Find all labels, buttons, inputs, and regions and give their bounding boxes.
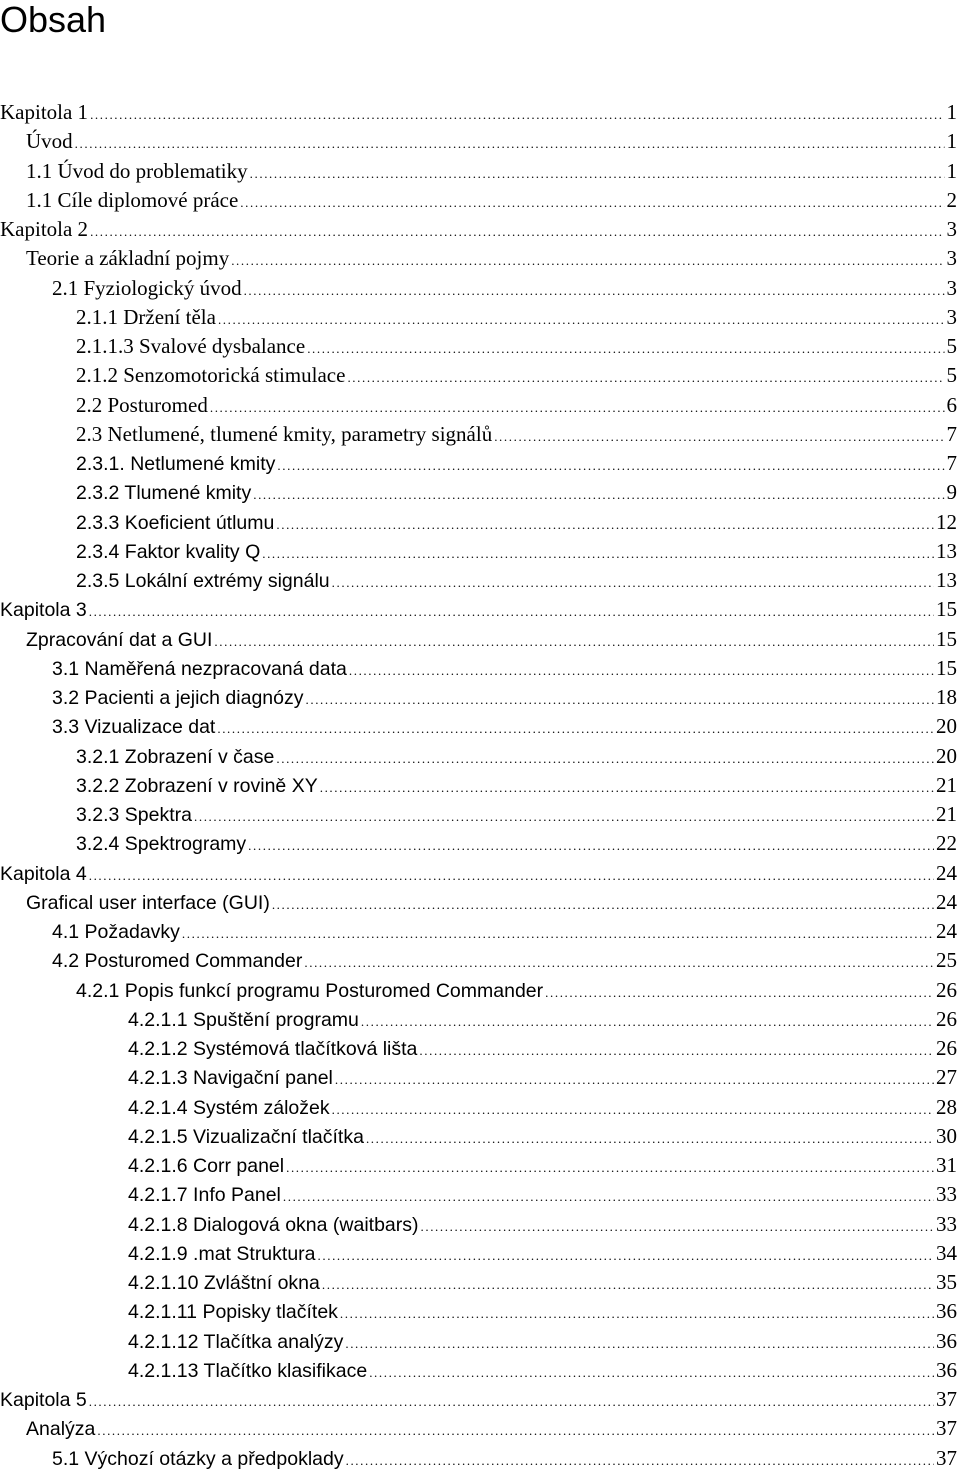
toc-entry[interactable] — [0, 1239, 960, 1268]
toc-entry-title: 4.2.1.10 Zvláštní okna — [128, 1269, 320, 1298]
toc-dot-leader — [419, 1036, 934, 1065]
toc-entry-title: 4.2.1.8 Dialogová okna (waitbars) — [128, 1211, 419, 1240]
toc-entry[interactable] — [0, 332, 960, 361]
toc-dot-leader — [283, 1182, 934, 1211]
toc-entry[interactable] — [0, 244, 960, 273]
toc-entry-title: 3.1 Naměřená nezpracovaná data — [52, 655, 347, 684]
toc-dot-leader — [332, 1095, 934, 1124]
toc-dot-leader — [75, 129, 945, 158]
toc-entry-title: 1.1 Úvod do problematiky — [26, 157, 248, 186]
toc-dot-leader — [250, 159, 945, 188]
toc-entry[interactable] — [0, 127, 960, 156]
toc-page-number: 21 — [936, 771, 960, 800]
toc-dot-leader — [347, 363, 944, 392]
toc-page-number: 27 — [936, 1063, 960, 1092]
toc-entry[interactable] — [0, 215, 960, 244]
toc-dot-leader — [231, 246, 944, 275]
toc-entry-title: Úvod — [26, 127, 73, 156]
toc-dot-leader — [90, 100, 944, 129]
toc-page-number: 3 — [947, 274, 960, 303]
toc-dot-leader — [90, 217, 944, 246]
toc-page-number: 13 — [936, 566, 960, 595]
toc-page-number: 26 — [936, 1034, 960, 1063]
toc-entry[interactable] — [0, 186, 960, 215]
toc-page-number: 34 — [936, 1239, 960, 1268]
page-title: Obsah — [0, 0, 106, 40]
toc-entry-title: Teorie a základní pojmy — [26, 244, 229, 273]
toc-entry[interactable] — [0, 508, 960, 537]
toc-page-number: 30 — [936, 1122, 960, 1151]
toc-page-number: 24 — [936, 859, 960, 888]
toc-page-number: 35 — [936, 1268, 960, 1297]
toc-entry[interactable] — [0, 1151, 960, 1180]
toc-dot-leader — [272, 890, 934, 919]
toc-entry[interactable] — [0, 1180, 960, 1209]
toc-page-number: 5 — [947, 361, 960, 390]
toc-entry-title: 4.2.1 Popis funkcí programu Posturomed Commander — [76, 977, 543, 1006]
toc-page-number: 18 — [936, 683, 960, 712]
toc-page-number: 20 — [936, 742, 960, 771]
toc-dot-leader — [322, 1270, 934, 1299]
toc-entry-title: 4.2.1.9 .mat Struktura — [128, 1240, 316, 1269]
toc-entry-title: Kapitola 4 — [0, 860, 87, 889]
toc-entry[interactable] — [0, 976, 960, 1005]
toc-entry-title: 3.2.4 Spektrogramy — [76, 830, 246, 859]
toc-entry[interactable] — [0, 946, 960, 975]
toc-entry[interactable] — [0, 274, 960, 303]
toc-dot-leader — [366, 1124, 934, 1153]
toc-entry-title: 4.2.1.13 Tlačítko klasifikace — [128, 1357, 367, 1386]
toc-entry[interactable] — [0, 859, 960, 888]
toc-dot-leader — [253, 480, 944, 509]
toc-dot-leader — [286, 1153, 934, 1182]
toc-page-number: 9 — [947, 478, 960, 507]
toc-page-number: 33 — [936, 1210, 960, 1239]
toc-entry[interactable] — [0, 361, 960, 390]
toc-page-number: 24 — [936, 888, 960, 917]
toc-entry[interactable] — [0, 1122, 960, 1151]
toc-dot-leader — [89, 1387, 934, 1416]
toc-entry-title: 5.1 Výchozí otázky a předpoklady — [52, 1445, 344, 1474]
toc-entry[interactable] — [0, 391, 960, 420]
toc-entry[interactable] — [0, 1268, 960, 1297]
toc-entry-title: Kapitola 2 — [0, 215, 88, 244]
toc-entry-title: Kapitola 3 — [0, 596, 87, 625]
toc-entry[interactable] — [0, 1063, 960, 1092]
toc-page-number: 6 — [947, 391, 960, 420]
toc-entry[interactable] — [0, 1385, 960, 1414]
toc-page-number: 1 — [947, 127, 960, 156]
toc-entry-title: Kapitola 1 — [0, 98, 88, 127]
toc-dot-leader — [318, 1241, 934, 1270]
toc-page-number: 7 — [947, 420, 960, 449]
toc-entry-title: 2.1.2 Senzomotorická stimulace — [76, 361, 345, 390]
toc-dot-leader — [349, 656, 934, 685]
toc-entry-title: 2.3.5 Lokální extrémy signálu — [76, 567, 330, 596]
toc-entry-title: 4.2.1.11 Popisky tlačítek — [128, 1298, 338, 1327]
toc-entry[interactable] — [0, 1093, 960, 1122]
toc-dot-leader — [218, 305, 945, 334]
toc-entry-title: 4.2.1.1 Spuštění programu — [128, 1006, 359, 1035]
toc-dot-leader — [494, 422, 944, 451]
toc-entry-title: 3.2 Pacienti a jejich diagnózy — [52, 684, 304, 713]
toc-entry-title: 4.1 Požadavky — [52, 918, 180, 947]
toc-entry-title: 2.3.3 Koeficient útlumu — [76, 509, 274, 538]
toc-entry[interactable] — [0, 1444, 960, 1473]
toc-entry-title: 4.2.1.2 Systémová tlačítková lišta — [128, 1035, 417, 1064]
toc-page-number: 28 — [936, 1093, 960, 1122]
toc-entry-title: 2.1.1.3 Svalové dysbalance — [76, 332, 305, 361]
toc-entry-title: 4.2.1.6 Corr panel — [128, 1152, 284, 1181]
toc-dot-leader — [276, 510, 934, 539]
toc-dot-leader — [210, 393, 945, 422]
toc-page-number: 37 — [936, 1444, 960, 1473]
toc-entry[interactable] — [0, 771, 960, 800]
toc-entry[interactable] — [0, 595, 960, 624]
toc-entry-title: 2.3.4 Faktor kvality Q — [76, 538, 260, 567]
toc-entry[interactable] — [0, 829, 960, 858]
toc-dot-leader — [369, 1358, 934, 1387]
toc-entry-title: 1.1 Cíle diplomové práce — [26, 186, 238, 215]
toc-entry-title: 3.2.2 Zobrazení v rovině XY — [76, 772, 318, 801]
toc-dot-leader — [361, 1007, 934, 1036]
toc-page-number: 2 — [947, 186, 960, 215]
toc-page-number: 5 — [947, 332, 960, 361]
toc-page-number: 26 — [936, 1005, 960, 1034]
toc-page-number: 25 — [936, 946, 960, 975]
toc-page-number: 1 — [947, 98, 960, 127]
toc-entry-title: Zpracování dat a GUI — [26, 626, 212, 655]
toc-page-number: 33 — [936, 1180, 960, 1209]
toc-dot-leader — [306, 685, 935, 714]
toc-dot-leader — [276, 744, 934, 773]
toc-dot-leader — [182, 919, 934, 948]
toc-page-number: 20 — [936, 712, 960, 741]
toc-entry[interactable] — [0, 303, 960, 332]
toc-entry-title: 3.3 Vizualizace dat — [52, 713, 215, 742]
toc-dot-leader — [320, 773, 934, 802]
toc-entry-title: 3.2.3 Spektra — [76, 801, 192, 830]
toc-page-number: 22 — [936, 829, 960, 858]
toc-dot-leader — [545, 978, 934, 1007]
toc-page-number: 15 — [936, 595, 960, 624]
toc-dot-leader — [340, 1299, 934, 1328]
toc-entry[interactable] — [0, 1005, 960, 1034]
toc-entry[interactable] — [0, 917, 960, 946]
toc-entry-title: 4.2.1.3 Navigační panel — [128, 1064, 333, 1093]
toc-dot-leader — [307, 334, 944, 363]
toc-dot-leader — [421, 1212, 935, 1241]
toc-dot-leader — [194, 802, 934, 831]
toc-entry[interactable] — [0, 98, 960, 127]
toc-entry-title: Kapitola 5 — [0, 1386, 87, 1415]
toc-entry-title: 2.3.1. Netlumené kmity — [76, 450, 275, 479]
toc-page-number: 36 — [936, 1297, 960, 1326]
toc-page-number: 15 — [936, 654, 960, 683]
toc-entry-title: Grafical user interface (GUI) — [26, 889, 270, 918]
toc-page-number: 37 — [936, 1385, 960, 1414]
toc-entry[interactable] — [0, 449, 960, 478]
toc-dot-leader — [345, 1329, 934, 1358]
toc-page-number: 3 — [947, 244, 960, 273]
table-of-contents — [0, 98, 960, 1473]
toc-entry[interactable] — [0, 1414, 960, 1443]
toc-dot-leader — [332, 568, 934, 597]
toc-entry[interactable] — [0, 742, 960, 771]
toc-entry[interactable] — [0, 683, 960, 712]
toc-entry-title: 4.2.1.7 Info Panel — [128, 1181, 281, 1210]
toc-dot-leader — [248, 831, 934, 860]
toc-entry[interactable] — [0, 712, 960, 741]
toc-entry[interactable] — [0, 625, 960, 654]
toc-entry[interactable] — [0, 888, 960, 917]
toc-entry[interactable] — [0, 1327, 960, 1356]
toc-entry[interactable] — [0, 157, 960, 186]
toc-page-number: 36 — [936, 1327, 960, 1356]
toc-dot-leader — [244, 276, 945, 305]
toc-dot-leader — [97, 1416, 934, 1445]
toc-page-number: 31 — [936, 1151, 960, 1180]
toc-entry-title: 2.3.2 Tlumené kmity — [76, 479, 251, 508]
toc-page-number: 12 — [936, 508, 960, 537]
toc-entry-title: 4.2.1.5 Vizualizační tlačítka — [128, 1123, 364, 1152]
toc-entry[interactable] — [0, 1297, 960, 1326]
toc-entry[interactable] — [0, 800, 960, 829]
toc-dot-leader — [277, 451, 944, 480]
toc-entry[interactable] — [0, 1356, 960, 1385]
toc-dot-leader — [89, 597, 934, 626]
toc-page-number: 3 — [947, 303, 960, 332]
toc-entry-title: 4.2.1.4 Systém záložek — [128, 1094, 330, 1123]
toc-dot-leader — [240, 188, 944, 217]
toc-dot-leader — [335, 1065, 934, 1094]
toc-entry[interactable] — [0, 654, 960, 683]
toc-dot-leader — [89, 861, 934, 890]
toc-dot-leader — [217, 714, 934, 743]
toc-entry-title: Analýza — [26, 1415, 95, 1444]
toc-entry-title: 3.2.1 Zobrazení v čase — [76, 743, 274, 772]
toc-page-number: 36 — [936, 1356, 960, 1385]
toc-page-number: 21 — [936, 800, 960, 829]
toc-page-number: 13 — [936, 537, 960, 566]
toc-entry-title: 4.2 Posturomed Commander — [52, 947, 302, 976]
toc-page-number: 37 — [936, 1414, 960, 1443]
toc-page-number: 24 — [936, 917, 960, 946]
toc-entry[interactable] — [0, 478, 960, 507]
toc-page-number: 15 — [936, 625, 960, 654]
toc-dot-leader — [346, 1446, 934, 1475]
toc-page-number: 1 — [947, 157, 960, 186]
toc-entry[interactable] — [0, 420, 960, 449]
toc-entry-title: 2.2 Posturomed — [76, 391, 208, 420]
toc-dot-leader — [214, 627, 934, 656]
toc-entry-title: 2.1 Fyziologický úvod — [52, 274, 242, 303]
toc-page-number: 26 — [936, 976, 960, 1005]
toc-entry-title: 2.1.1 Držení těla — [76, 303, 216, 332]
toc-entry[interactable] — [0, 1034, 960, 1063]
toc-page-number: 7 — [947, 449, 960, 478]
toc-page-number: 3 — [947, 215, 960, 244]
toc-entry[interactable] — [0, 1210, 960, 1239]
toc-entry-title: 4.2.1.12 Tlačítka analýzy — [128, 1328, 343, 1357]
toc-dot-leader — [304, 948, 934, 977]
toc-dot-leader — [262, 539, 934, 568]
toc-entry[interactable] — [0, 566, 960, 595]
toc-entry[interactable] — [0, 537, 960, 566]
toc-entry-title: 2.3 Netlumené, tlumené kmity, parametry signálů — [76, 420, 492, 449]
